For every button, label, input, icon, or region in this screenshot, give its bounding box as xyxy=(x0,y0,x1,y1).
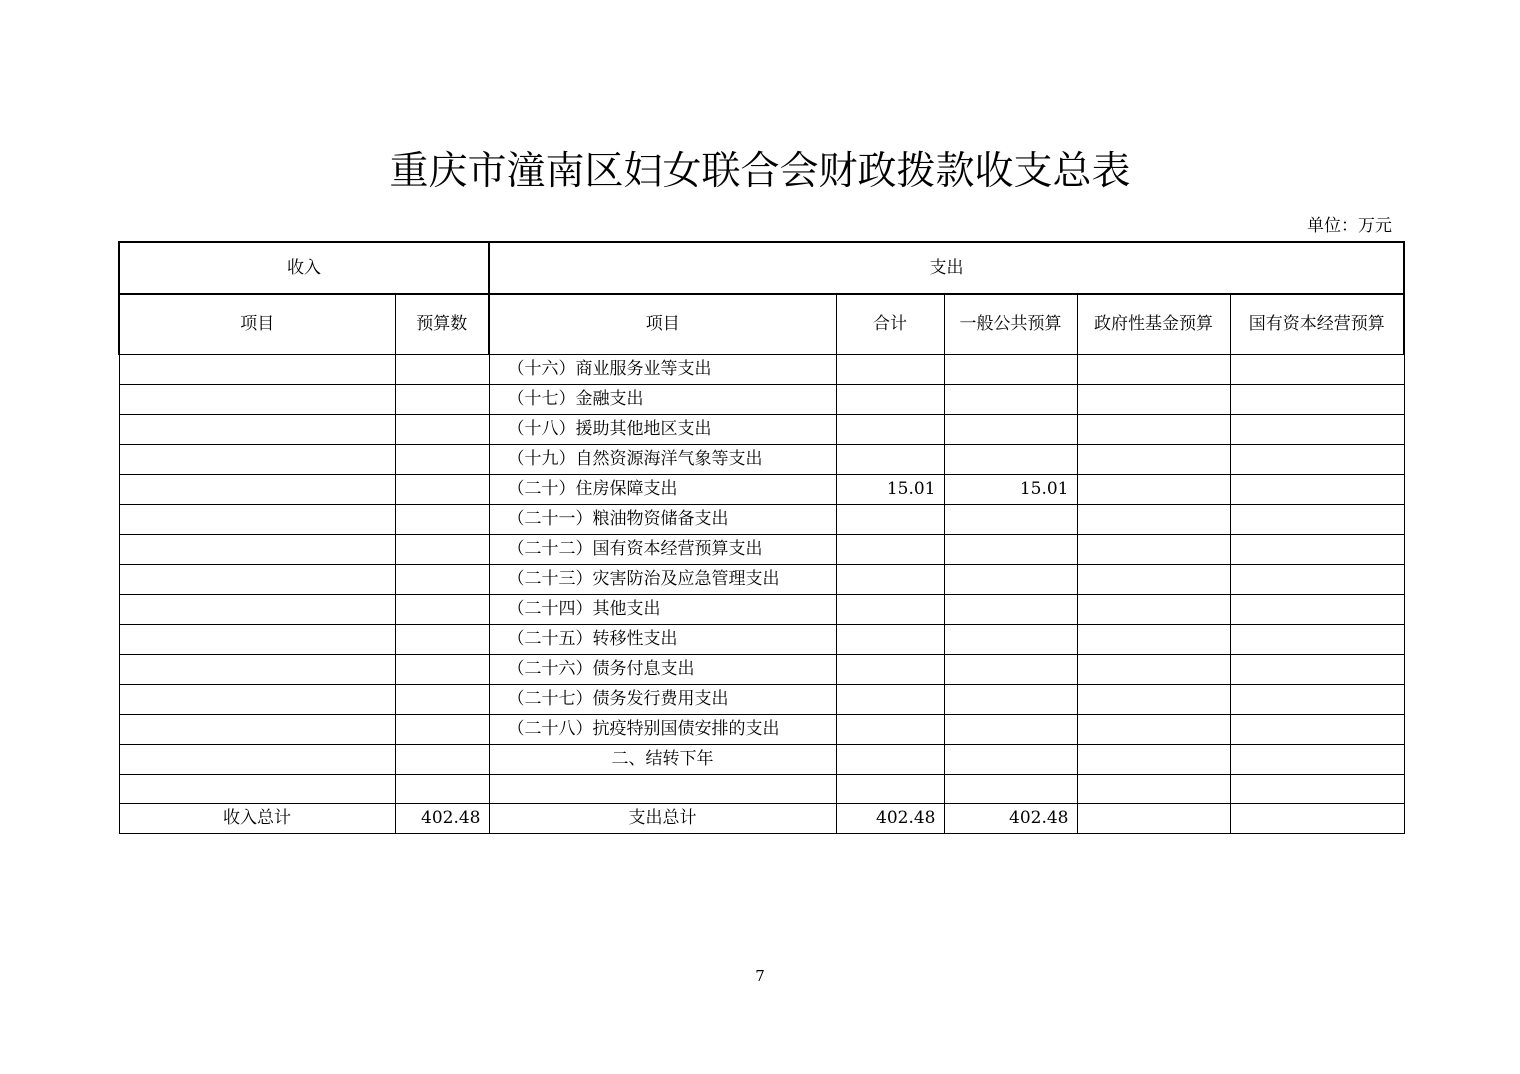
col-header-expense-item: 项目 xyxy=(489,294,836,355)
total-cell xyxy=(836,535,944,565)
income-item-cell xyxy=(119,445,395,475)
gov-fund-cell xyxy=(1077,415,1230,445)
gov-fund-cell xyxy=(1077,685,1230,715)
general-budget-cell xyxy=(944,565,1077,595)
total-cell xyxy=(836,595,944,625)
table-row xyxy=(119,385,1404,415)
unit-label: 单位：万元 xyxy=(1307,216,1392,236)
expense-item-cell xyxy=(489,775,836,804)
income-budget-cell xyxy=(395,595,489,625)
income-budget-cell xyxy=(395,625,489,655)
general-budget-cell xyxy=(944,625,1077,655)
income-item-cell xyxy=(119,385,395,415)
general-total-value: 402.48 xyxy=(944,804,1077,834)
budget-table xyxy=(118,241,1405,834)
total-cell xyxy=(836,625,944,655)
income-item-cell xyxy=(119,655,395,685)
expense-item-cell: （二十）住房保障支出 xyxy=(489,475,836,505)
income-item-cell xyxy=(119,565,395,595)
state-capital-cell xyxy=(1230,505,1404,535)
table-row xyxy=(119,775,1404,804)
income-group-header: 收入 xyxy=(119,242,489,294)
income-budget-cell xyxy=(395,655,489,685)
col-header-state-capital-budget: 国有资本经营预算 xyxy=(1230,294,1404,355)
expense-item-cell: 二、结转下年 xyxy=(489,745,836,775)
state-capital-cell xyxy=(1230,445,1404,475)
table-row xyxy=(119,415,1404,445)
state-capital-cell xyxy=(1230,475,1404,505)
general-budget-cell xyxy=(944,445,1077,475)
income-budget-cell xyxy=(395,475,489,505)
general-budget-cell xyxy=(944,595,1077,625)
page-title: 重庆市潼南区妇女联合会财政拨款收支总表 xyxy=(389,149,1131,194)
table-row xyxy=(119,715,1404,745)
expense-total-label: 支出总计 xyxy=(489,804,836,834)
expense-item-cell: （十六）商业服务业等支出 xyxy=(489,355,836,385)
general-budget-cell xyxy=(944,775,1077,804)
expense-item-cell: （二十八）抗疫特别国债安排的支出 xyxy=(489,715,836,745)
total-cell xyxy=(836,355,944,385)
gov-fund-cell xyxy=(1077,625,1230,655)
income-budget-cell xyxy=(395,685,489,715)
table-row xyxy=(119,355,1404,385)
expense-item-cell: （十八）援助其他地区支出 xyxy=(489,415,836,445)
table-row xyxy=(119,745,1404,775)
income-budget-cell xyxy=(395,355,489,385)
expense-total-value: 402.48 xyxy=(836,804,944,834)
state-capital-cell xyxy=(1230,385,1404,415)
expense-item-cell: （十九）自然资源海洋气象等支出 xyxy=(489,445,836,475)
total-cell xyxy=(836,685,944,715)
general-budget-cell xyxy=(944,385,1077,415)
table-body xyxy=(119,242,1404,834)
state-capital-total-value xyxy=(1230,804,1404,834)
total-cell: 15.01 xyxy=(836,475,944,505)
page-number: 7 xyxy=(755,967,765,985)
income-item-cell xyxy=(119,475,395,505)
state-capital-cell xyxy=(1230,775,1404,804)
gov-fund-cell xyxy=(1077,475,1230,505)
general-budget-cell xyxy=(944,685,1077,715)
income-budget-cell xyxy=(395,385,489,415)
gov-fund-cell xyxy=(1077,565,1230,595)
general-budget-cell xyxy=(944,355,1077,385)
total-cell xyxy=(836,385,944,415)
expense-item-cell: （十七）金融支出 xyxy=(489,385,836,415)
income-budget-cell xyxy=(395,535,489,565)
income-budget-cell xyxy=(395,565,489,595)
col-header-total: 合计 xyxy=(836,294,944,355)
state-capital-cell xyxy=(1230,355,1404,385)
gov-fund-cell xyxy=(1077,535,1230,565)
expense-item-cell: （二十五）转移性支出 xyxy=(489,625,836,655)
col-header-gov-fund-budget: 政府性基金预算 xyxy=(1077,294,1230,355)
expense-item-cell: （二十四）其他支出 xyxy=(489,595,836,625)
total-cell xyxy=(836,655,944,685)
expense-item-cell: （二十三）灾害防治及应急管理支出 xyxy=(489,565,836,595)
income-budget-cell xyxy=(395,445,489,475)
column-header-row xyxy=(119,294,1404,355)
total-cell xyxy=(836,715,944,745)
total-cell xyxy=(836,775,944,804)
gov-fund-cell xyxy=(1077,715,1230,745)
gov-fund-cell xyxy=(1077,355,1230,385)
income-item-cell xyxy=(119,505,395,535)
col-header-income-budget: 预算数 xyxy=(395,294,489,355)
total-cell xyxy=(836,415,944,445)
table-row xyxy=(119,475,1404,505)
gov-fund-cell xyxy=(1077,505,1230,535)
gov-fund-cell xyxy=(1077,745,1230,775)
income-total-value: 402.48 xyxy=(395,804,489,834)
income-item-cell xyxy=(119,685,395,715)
table-row xyxy=(119,505,1404,535)
income-budget-cell xyxy=(395,505,489,535)
gov-fund-cell xyxy=(1077,385,1230,415)
gov-fund-cell xyxy=(1077,775,1230,804)
income-total-label: 收入总计 xyxy=(119,804,395,834)
income-item-cell xyxy=(119,535,395,565)
expense-item-cell: （二十六）债务付息支出 xyxy=(489,655,836,685)
total-cell xyxy=(836,565,944,595)
table-row xyxy=(119,565,1404,595)
income-item-cell xyxy=(119,715,395,745)
table-row xyxy=(119,535,1404,565)
expense-item-cell: （二十二）国有资本经营预算支出 xyxy=(489,535,836,565)
income-item-cell xyxy=(119,355,395,385)
general-budget-cell xyxy=(944,655,1077,685)
state-capital-cell xyxy=(1230,535,1404,565)
total-cell xyxy=(836,445,944,475)
income-item-cell xyxy=(119,625,395,655)
table-row xyxy=(119,445,1404,475)
general-budget-cell: 15.01 xyxy=(944,475,1077,505)
income-budget-cell xyxy=(395,715,489,745)
totals-row xyxy=(119,804,1404,834)
income-item-cell xyxy=(119,775,395,804)
table-row xyxy=(119,595,1404,625)
gov-fund-cell xyxy=(1077,595,1230,625)
col-header-income-item: 项目 xyxy=(119,294,395,355)
table-row xyxy=(119,685,1404,715)
general-budget-cell xyxy=(944,535,1077,565)
total-cell xyxy=(836,745,944,775)
income-budget-cell xyxy=(395,745,489,775)
table-row xyxy=(119,655,1404,685)
state-capital-cell xyxy=(1230,625,1404,655)
income-budget-cell xyxy=(395,775,489,804)
expense-group-header: 支出 xyxy=(489,242,1404,294)
total-cell xyxy=(836,505,944,535)
group-header-row xyxy=(119,242,1404,294)
col-header-general-budget: 一般公共预算 xyxy=(944,294,1077,355)
state-capital-cell xyxy=(1230,595,1404,625)
expense-item-cell: （二十七）债务发行费用支出 xyxy=(489,685,836,715)
state-capital-cell xyxy=(1230,415,1404,445)
income-budget-cell xyxy=(395,415,489,445)
general-budget-cell xyxy=(944,505,1077,535)
income-item-cell xyxy=(119,415,395,445)
gov-fund-cell xyxy=(1077,655,1230,685)
income-item-cell xyxy=(119,595,395,625)
expense-item-cell: （二十一）粮油物资储备支出 xyxy=(489,505,836,535)
state-capital-cell xyxy=(1230,655,1404,685)
table-row xyxy=(119,625,1404,655)
general-budget-cell xyxy=(944,415,1077,445)
state-capital-cell xyxy=(1230,565,1404,595)
state-capital-cell xyxy=(1230,685,1404,715)
income-item-cell xyxy=(119,745,395,775)
general-budget-cell xyxy=(944,715,1077,745)
gov-fund-cell xyxy=(1077,445,1230,475)
general-budget-cell xyxy=(944,745,1077,775)
state-capital-cell xyxy=(1230,745,1404,775)
gov-fund-total-value xyxy=(1077,804,1230,834)
state-capital-cell xyxy=(1230,715,1404,745)
